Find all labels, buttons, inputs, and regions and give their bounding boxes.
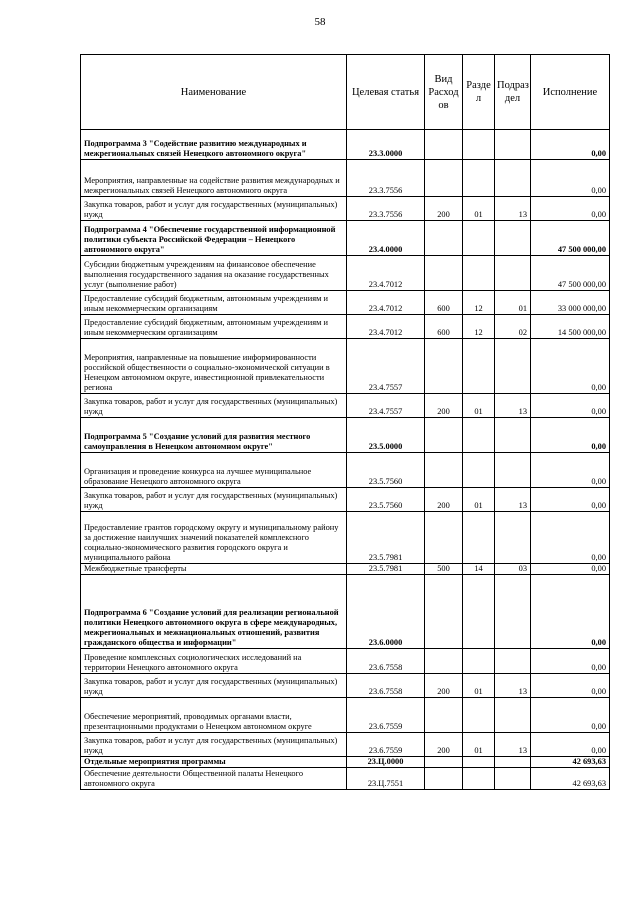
row-target-cell: 23.5.7981 [347,512,425,564]
row-target-cell: 23.5.0000 [347,418,425,453]
table-row [81,453,610,488]
column-header-execution: Исполнение [531,55,610,130]
row-execution-cell: 42 693,63 [531,757,610,768]
row-section-cell [463,453,495,488]
column-header-section: Разде л [463,55,495,130]
row-expense-cell [425,339,463,394]
row-name-cell: Обеспечение мероприятий, проводимых органами власти, презентационными продуктами о Ненецком автономном округе [81,698,347,733]
row-section-cell [463,768,495,790]
column-header-target: Целевая статья [347,55,425,130]
row-target-cell: 23.3.0000 [347,130,425,160]
row-name-cell: Субсидии бюджетным учреждениям на финансовое обеспечение выполнения государственного задания на оказание государственных услуг (выполнение работ) [81,256,347,291]
row-execution-cell: 0,00 [531,394,610,418]
row-target-cell: 23.3.7556 [347,160,425,197]
row-section-cell [463,512,495,564]
row-section-cell: 01 [463,197,495,221]
row-execution-cell: 0,00 [531,453,610,488]
row-expense-cell: 200 [425,674,463,698]
row-subsection-cell: 13 [495,488,531,512]
row-subsection-cell [495,757,531,768]
table-row [81,768,610,790]
row-name-cell: Мероприятия, направленные на содействие развития международных и межрегиональных связей Ненецкого автономного округа [81,160,347,197]
row-execution-cell: 33 000 000,00 [531,291,610,315]
row-section-cell [463,649,495,674]
row-subsection-cell: 13 [495,197,531,221]
row-target-cell: 23.5.7560 [347,453,425,488]
table-row [81,757,610,768]
row-expense-cell [425,221,463,256]
row-name-cell: Организация и проведение конкурса на лучшее муниципальное образование Ненецкого автономного округа [81,453,347,488]
row-section-cell: 01 [463,733,495,757]
row-subsection-cell [495,649,531,674]
row-name-cell: Предоставление субсидий бюджетным, автономным учреждениям и иным некоммерческим организациям [81,291,347,315]
table-row [81,488,610,512]
table-row [81,256,610,291]
row-section-cell: 01 [463,488,495,512]
table-row [81,315,610,339]
row-execution-cell: 0,00 [531,674,610,698]
table-row [81,512,610,564]
row-expense-cell [425,453,463,488]
row-name-cell: Закупка товаров, работ и услуг для государственных (муниципальных) нужд [81,197,347,221]
table-row [81,291,610,315]
row-expense-cell [425,160,463,197]
row-target-cell: 23.4.7012 [347,315,425,339]
column-header-subsection: Подраз дел [495,55,531,130]
row-name-cell: Закупка товаров, работ и услуг для государственных (муниципальных) нужд [81,674,347,698]
row-subsection-cell: 13 [495,394,531,418]
row-name-cell: Предоставление грантов городскому округу и муниципальному району за достижение наилучших значений показателей комплексного социально-экономического развития городского округа и муниципального района [81,512,347,564]
column-header-name: Наименование [81,55,347,130]
row-expense-cell [425,649,463,674]
row-execution-cell: 0,00 [531,733,610,757]
table-row [81,575,610,649]
table-body [81,130,610,790]
row-name-cell: Проведение комплексных социологических исследований на территории Ненецкого автономного округа [81,649,347,674]
row-subsection-cell: 13 [495,674,531,698]
row-subsection-cell [495,418,531,453]
row-target-cell: 23.4.7012 [347,256,425,291]
row-name-cell: Подпрограмма 3 "Содействие развитию международных и межрегиональных связей Ненецкого автономного округа" [81,130,347,160]
row-expense-cell: 200 [425,488,463,512]
row-expense-cell: 600 [425,315,463,339]
row-target-cell: 23.4.7557 [347,394,425,418]
row-expense-cell [425,512,463,564]
row-subsection-cell [495,698,531,733]
row-section-cell [463,757,495,768]
row-section-cell [463,575,495,649]
row-execution-cell: 42 693,63 [531,768,610,790]
row-execution-cell: 0,00 [531,564,610,575]
row-name-cell: Закупка товаров, работ и услуг для государственных (муниципальных) нужд [81,488,347,512]
row-section-cell [463,418,495,453]
table-row [81,649,610,674]
row-execution-cell: 47 500 000,00 [531,221,610,256]
row-section-cell [463,256,495,291]
row-section-cell [463,339,495,394]
row-execution-cell: 0,00 [531,160,610,197]
row-execution-cell: 0,00 [531,575,610,649]
row-target-cell: 23.Ц.0000 [347,757,425,768]
row-section-cell [463,160,495,197]
table-row [81,733,610,757]
row-section-cell: 12 [463,315,495,339]
row-subsection-cell [495,221,531,256]
table-header-row [81,55,610,130]
row-execution-cell: 0,00 [531,512,610,564]
row-target-cell: 23.Ц.7551 [347,768,425,790]
row-execution-cell: 0,00 [531,130,610,160]
row-section-cell: 14 [463,564,495,575]
row-expense-cell [425,418,463,453]
table-row [81,197,610,221]
row-name-cell: Закупка товаров, работ и услуг для государственных (муниципальных) нужд [81,733,347,757]
row-target-cell: 23.6.7559 [347,733,425,757]
row-section-cell: 01 [463,674,495,698]
row-subsection-cell [495,453,531,488]
table-row [81,160,610,197]
table-row [81,418,610,453]
row-section-cell: 12 [463,291,495,315]
row-target-cell: 23.3.7556 [347,197,425,221]
row-target-cell: 23.6.0000 [347,575,425,649]
row-name-cell: Подпрограмма 6 "Создание условий для реализации региональной политики Ненецкого автономного округа в сфере международных, межрегиональных и межнациональных отношений, развития гражданского общества и информации" [81,575,347,649]
row-expense-cell [425,130,463,160]
table-row [81,339,610,394]
row-expense-cell: 200 [425,197,463,221]
table-row [81,394,610,418]
row-name-cell: Предоставление субсидий бюджетным, автономным учреждениям и иным некоммерческим организациям [81,315,347,339]
row-target-cell: 23.4.7012 [347,291,425,315]
row-target-cell: 23.4.7557 [347,339,425,394]
row-expense-cell [425,575,463,649]
row-execution-cell: 0,00 [531,649,610,674]
row-section-cell [463,221,495,256]
row-subsection-cell: 02 [495,315,531,339]
row-expense-cell: 600 [425,291,463,315]
row-execution-cell: 0,00 [531,197,610,221]
row-expense-cell [425,757,463,768]
row-name-cell: Обеспечение деятельности Общественной палаты Ненецкого автономного округа [81,768,347,790]
row-subsection-cell [495,130,531,160]
row-name-cell: Закупка товаров, работ и услуг для государственных (муниципальных) нужд [81,394,347,418]
table-row [81,221,610,256]
row-section-cell [463,130,495,160]
row-subsection-cell [495,256,531,291]
row-execution-cell: 0,00 [531,339,610,394]
column-header-expense: Вид Расход ов [425,55,463,130]
row-subsection-cell: 13 [495,733,531,757]
row-expense-cell: 500 [425,564,463,575]
row-execution-cell: 0,00 [531,488,610,512]
table-row [81,698,610,733]
row-target-cell: 23.6.7559 [347,698,425,733]
row-execution-cell: 47 500 000,00 [531,256,610,291]
table-row [81,564,610,575]
row-expense-cell [425,256,463,291]
row-expense-cell [425,698,463,733]
row-name-cell: Подпрограмма 4 "Обеспечение государственной информационной политики субъекта Российской Федерации – Ненецкого автономного округа" [81,221,347,256]
row-expense-cell: 200 [425,733,463,757]
row-name-cell: Подпрограмма 5 "Создание условий для развития местного самоуправления в Ненецком автономном округе" [81,418,347,453]
row-execution-cell: 0,00 [531,698,610,733]
budget-table [80,54,610,790]
row-section-cell: 01 [463,394,495,418]
row-name-cell: Мероприятия, направленные на повышение информированности российской общественности о социально-экономической ситуации в Ненецком автономном округе, инвестиционной привлекательности региона [81,339,347,394]
row-expense-cell [425,768,463,790]
row-section-cell [463,698,495,733]
table-row [81,674,610,698]
row-subsection-cell [495,768,531,790]
row-subsection-cell: 03 [495,564,531,575]
row-target-cell: 23.4.0000 [347,221,425,256]
row-execution-cell: 14 500 000,00 [531,315,610,339]
page-number: 58 [314,16,326,28]
row-target-cell: 23.6.7558 [347,649,425,674]
row-name-cell: Отдельные мероприятия программы [81,757,347,768]
row-name-cell: Межбюджетные трансферты [81,564,347,575]
row-target-cell: 23.6.7558 [347,674,425,698]
row-expense-cell: 200 [425,394,463,418]
row-subsection-cell [495,160,531,197]
table-row [81,130,610,160]
row-subsection-cell [495,339,531,394]
row-execution-cell: 0,00 [531,418,610,453]
row-target-cell: 23.5.7560 [347,488,425,512]
row-subsection-cell: 01 [495,291,531,315]
row-subsection-cell [495,512,531,564]
row-subsection-cell [495,575,531,649]
row-target-cell: 23.5.7981 [347,564,425,575]
